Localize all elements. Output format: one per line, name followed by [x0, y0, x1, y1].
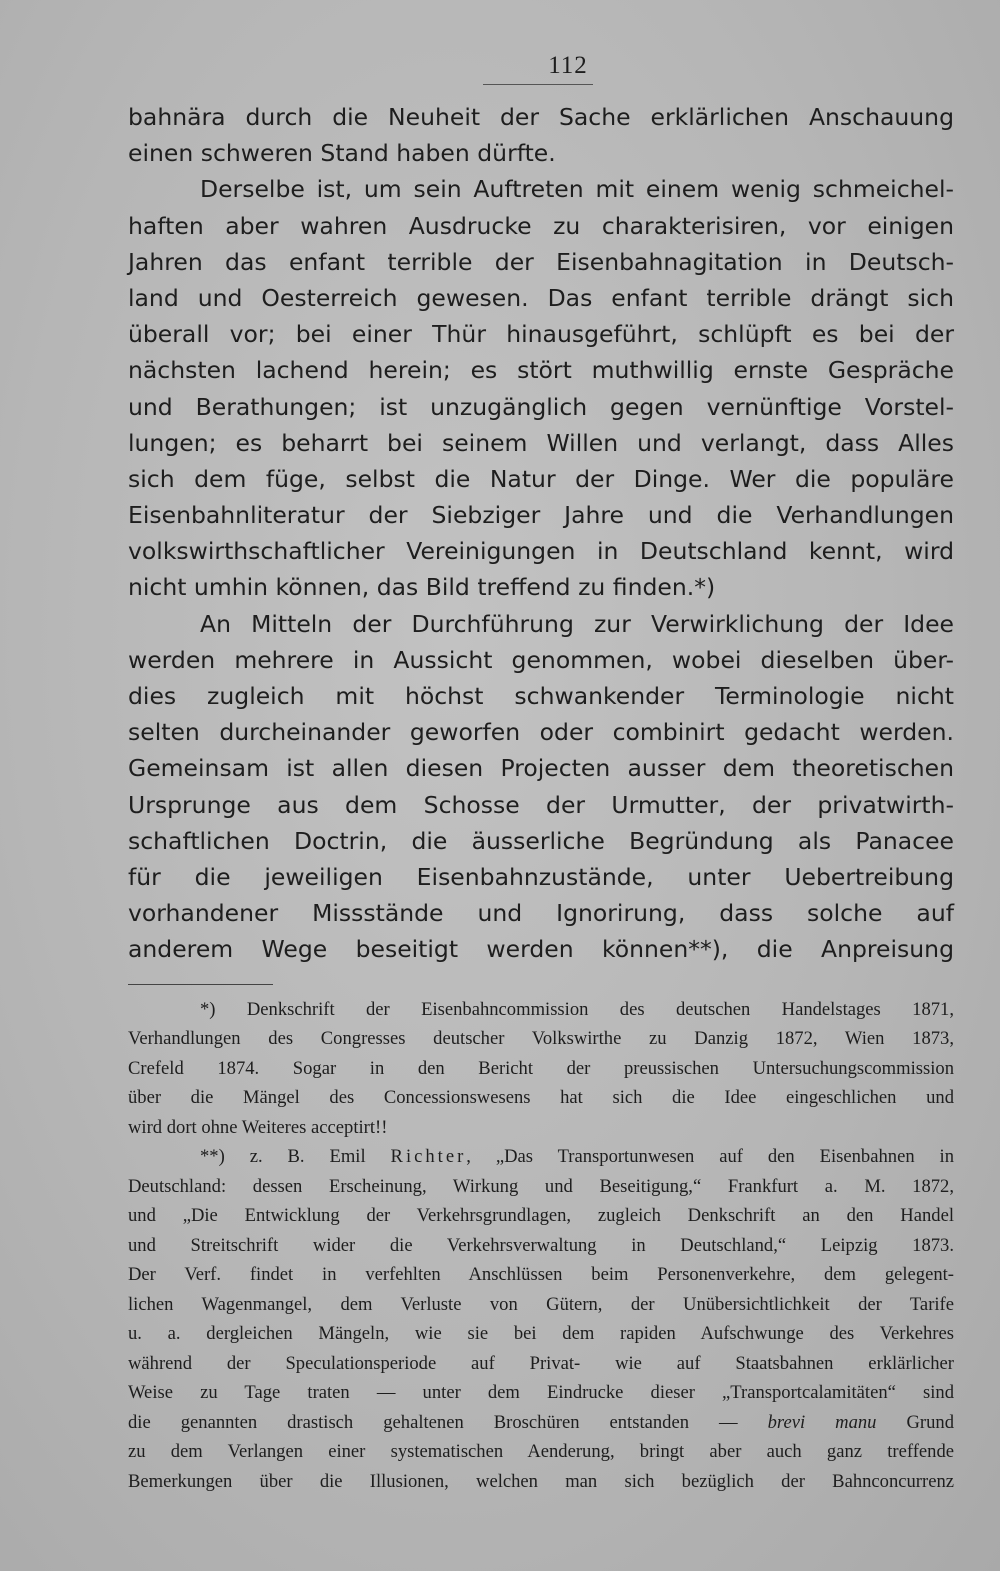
footnote-line: während der Speculationsperiode auf Privat- wie auf Staatsbahnen erklärlicher — [128, 1352, 954, 1374]
footnote-text: , „Das Transportunwesen auf den Eisenbahnen in — [466, 1146, 954, 1167]
body-line: haften aber wahren Ausdrucke zu charakterisiren, vor einigen — [128, 211, 954, 240]
book-page — [128, 52, 954, 1496]
footnote-line: lichen Wagenmangel, dem Verluste von Gütern, der Unübersichtlichkeit der Tarife — [128, 1293, 954, 1315]
footnote-line: Deutschland: dessen Erscheinung, Wirkung und Beseitigung,“ Frankfurt a. M. 1872, — [128, 1175, 954, 1197]
body-line: Eisenbahnliteratur der Siebziger Jahre und die Verhandlungen — [128, 501, 954, 530]
italic-phrase: brevi manu — [767, 1411, 877, 1433]
page-number-rule — [483, 84, 593, 85]
body-line: Ursprunge aus dem Schosse der Urmutter, der privatwirth- — [128, 790, 954, 819]
page-number: 112 — [548, 52, 588, 79]
footnote-text: die genannten drastisch gehaltenen Broschüren entstanden — — [128, 1411, 768, 1433]
body-line: selten durcheinander geworfen oder combinirt gedacht werden. — [128, 718, 954, 747]
body-text — [128, 99, 954, 968]
footnote-line: über die Mängel des Concessionswesens hat sich die Idee eingeschlichen und — [128, 1087, 954, 1108]
body-line: dies zugleich mit höchst schwankender Terminologie nicht — [128, 682, 954, 710]
body-line: Gemeinsam ist allen diesen Projecten ausser dem theoretischen — [128, 754, 954, 783]
body-line: land und Oesterreich gewesen. Das enfant terrible drängt sich — [128, 283, 954, 312]
body-line: vorhandener Missstände und Ignorirung, dass solche auf — [128, 899, 954, 928]
footnote-line — [128, 1408, 954, 1438]
footnote-line: Weise zu Tage traten — unter dem Eindrucke dieser „Transportcalamitäten“ sind — [128, 1382, 954, 1403]
body-line: anderem Wege beseitigt werden können**), die Anpreisung — [128, 935, 954, 964]
body-line: Derselbe ist, um sein Auftreten mit einem wenig schmeichel- — [200, 175, 954, 204]
body-line: sich dem füge, selbst die Natur der Dinge. Wer die populäre — [128, 464, 954, 493]
body-line: werden mehrere in Aussicht genommen, wobei dieselben über- — [128, 645, 954, 674]
body-line: und Berathungen; ist unzugänglich gegen vernünftige Vorstel- — [128, 392, 954, 421]
footnote-line: Bemerkungen über die Illusionen, welchen man sich bezüglich der Bahnconcurrenz — [128, 1470, 954, 1492]
body-line: bahnära durch die Neuheit der Sache erklärlichen Anschauung — [128, 103, 954, 131]
body-line: lungen; es beharrt bei seinem Willen und verlangt, dass Alles — [128, 428, 954, 457]
author-name: Richter — [390, 1146, 467, 1167]
footnote-line: Der Verf. findet in verfehlten Anschlüssen beim Personenverkehre, dem gelegent- — [128, 1264, 954, 1285]
body-line: für die jeweiligen Eisenbahnzustände, unter Uebertreibung — [128, 862, 954, 891]
footnote-line: Crefeld 1874. Sogar in den Bericht der preussischen Untersuchungscommission — [128, 1057, 954, 1079]
footnote-line: *) Denkschrift der Eisenbahncommission des deutschen Handelstages 1871, — [200, 998, 954, 1020]
footnote-line — [128, 1142, 954, 1172]
footnote-text: **) z. B. Emil — [200, 1146, 391, 1167]
footnote-line: Verhandlungen des Congresses deutscher Volkswirthe zu Danzig 1872, Wien 1873, — [128, 1028, 954, 1049]
body-line: Jahren das enfant terrible der Eisenbahnagitation in Deutsch- — [128, 247, 954, 276]
footnote-line: und „Die Entwicklung der Verkehrsgrundlagen, zugleich Denkschrift an den Handel — [128, 1205, 954, 1226]
footnote-line: zu dem Verlangen einer systematischen Aenderung, bringt aber auch ganz treffende — [128, 1441, 954, 1462]
body-line: An Mitteln der Durchführung zur Verwirklichung der Idee — [200, 609, 954, 638]
body-line: nächsten lachend herein; es stört muthwillig ernste Gespräche — [128, 356, 954, 385]
body-line: einen schweren Stand haben dürfte. — [128, 139, 556, 168]
footnote-separator — [128, 984, 273, 985]
body-line: überall vor; bei einer Thür hinausgeführt, schlüpft es bei der — [128, 320, 954, 349]
body-line: schaftlichen Doctrin, die äusserliche Begründung als Panacee — [128, 826, 954, 855]
body-line: nicht umhin können, das Bild treffend zu finden.*) — [128, 573, 716, 602]
footnote-line: u. a. dergleichen Mängeln, wie sie bei dem rapiden Aufschwunge des Verkehres — [128, 1323, 954, 1344]
footnotes — [128, 995, 954, 1497]
footnote-text: Grund — [876, 1411, 954, 1433]
body-line: volkswirthschaftlicher Vereinigungen in Deutschland kennt, wird — [128, 537, 954, 566]
footnote-line: und Streitschrift wider die Verkehrsverwaltung in Deutschland,“ Leipzig 1873. — [128, 1234, 954, 1256]
footnote-line: wird dort ohne Weiteres acceptirt!! — [128, 1116, 388, 1138]
